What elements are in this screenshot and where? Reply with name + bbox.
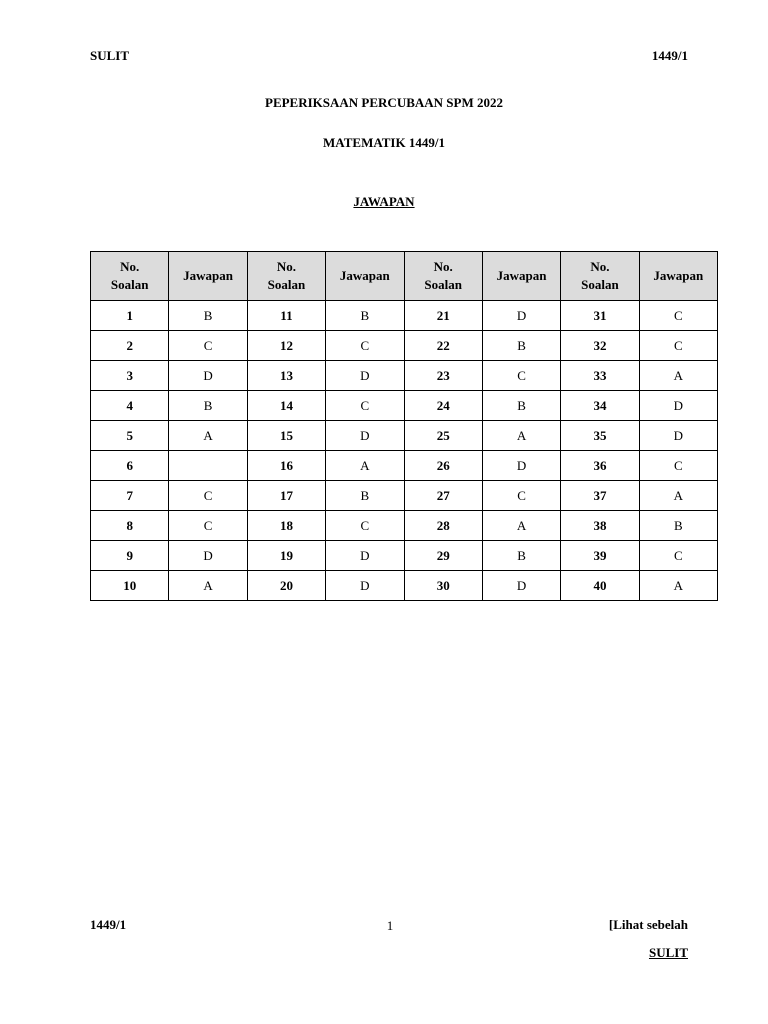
answer-cell: B xyxy=(326,481,404,511)
answer-cell: A xyxy=(639,361,717,391)
question-number-cell: 37 xyxy=(561,481,639,511)
header-soalan-label: Soalan xyxy=(267,277,306,292)
header-soalan-label: Soalan xyxy=(581,277,619,292)
answer-cell: A xyxy=(326,451,404,481)
footer-paper-code: 1449/1 xyxy=(90,917,127,932)
answer-cell: B xyxy=(326,301,404,331)
answer-cell: B xyxy=(482,541,560,571)
header-question-number xyxy=(91,252,169,301)
header-sulit-label: SULIT xyxy=(90,48,130,63)
header-no-label: No. xyxy=(120,259,140,274)
question-number-cell: 19 xyxy=(247,541,325,571)
question-number-cell: 36 xyxy=(561,451,639,481)
header-answer: Jawapan xyxy=(482,252,560,301)
answer-cell: C xyxy=(326,511,404,541)
header-question-number xyxy=(247,252,325,301)
answer-cell: C xyxy=(482,481,560,511)
answer-cell: D xyxy=(169,541,247,571)
answer-cell: A xyxy=(169,571,247,601)
header-no-label: No. xyxy=(590,259,610,274)
question-number-cell: 2 xyxy=(91,331,169,361)
answer-table xyxy=(90,251,718,601)
question-number-cell: 38 xyxy=(561,511,639,541)
answer-cell: D xyxy=(639,421,717,451)
table-row xyxy=(91,481,718,511)
table-row xyxy=(91,361,718,391)
header-no-label: No. xyxy=(276,259,296,274)
table-body xyxy=(91,301,718,601)
answer-cell: C xyxy=(639,451,717,481)
question-number-cell: 10 xyxy=(91,571,169,601)
question-number-cell: 27 xyxy=(404,481,482,511)
section-title: JAWAPAN xyxy=(353,194,415,209)
page-number: 1 xyxy=(386,918,394,933)
table-row xyxy=(91,421,718,451)
subject-title: MATEMATIK 1449/1 xyxy=(323,135,445,150)
answer-cell: D xyxy=(482,451,560,481)
question-number-cell: 28 xyxy=(404,511,482,541)
question-number-cell: 20 xyxy=(247,571,325,601)
answer-cell: D xyxy=(326,361,404,391)
header-answer: Jawapan xyxy=(169,252,247,301)
table-row xyxy=(91,451,718,481)
question-number-cell: 8 xyxy=(91,511,169,541)
question-number-cell: 32 xyxy=(561,331,639,361)
answer-cell: C xyxy=(326,331,404,361)
table-row xyxy=(91,511,718,541)
question-number-cell: 34 xyxy=(561,391,639,421)
question-number-cell: 29 xyxy=(404,541,482,571)
table-row xyxy=(91,301,718,331)
question-number-cell: 12 xyxy=(247,331,325,361)
answer-cell: B xyxy=(482,331,560,361)
answer-cell: D xyxy=(482,571,560,601)
answer-cell: D xyxy=(169,361,247,391)
question-number-cell: 1 xyxy=(91,301,169,331)
header-question-number xyxy=(561,252,639,301)
answer-cell: C xyxy=(326,391,404,421)
answer-cell: B xyxy=(169,301,247,331)
question-number-cell: 31 xyxy=(561,301,639,331)
question-number-cell: 11 xyxy=(247,301,325,331)
question-number-cell: 30 xyxy=(404,571,482,601)
footer-turn-over: [Lihat sebelah xyxy=(608,917,688,932)
answer-cell: D xyxy=(326,541,404,571)
question-number-cell: 14 xyxy=(247,391,325,421)
answer-cell: A xyxy=(482,511,560,541)
header-answer: Jawapan xyxy=(326,252,404,301)
answer-cell: B xyxy=(482,391,560,421)
question-number-cell: 21 xyxy=(404,301,482,331)
question-number-cell: 33 xyxy=(561,361,639,391)
answer-cell: C xyxy=(639,541,717,571)
question-number-cell: 3 xyxy=(91,361,169,391)
question-number-cell: 35 xyxy=(561,421,639,451)
answer-cell: B xyxy=(169,391,247,421)
question-number-cell: 4 xyxy=(91,391,169,421)
question-number-cell: 39 xyxy=(561,541,639,571)
answer-cell xyxy=(169,451,247,481)
question-number-cell: 26 xyxy=(404,451,482,481)
answer-cell: A xyxy=(482,421,560,451)
answer-cell: A xyxy=(639,571,717,601)
exam-title: PEPERIKSAAN PERCUBAAN SPM 2022 xyxy=(265,95,503,110)
footer-sulit-label: SULIT xyxy=(648,945,688,960)
answer-cell: C xyxy=(169,331,247,361)
question-number-cell: 23 xyxy=(404,361,482,391)
question-number-cell: 7 xyxy=(91,481,169,511)
question-number-cell: 9 xyxy=(91,541,169,571)
table-row xyxy=(91,331,718,361)
header-answer: Jawapan xyxy=(639,252,717,301)
answer-cell: C xyxy=(169,481,247,511)
answer-cell: C xyxy=(639,301,717,331)
question-number-cell: 5 xyxy=(91,421,169,451)
table-row xyxy=(91,571,718,601)
question-number-cell: 18 xyxy=(247,511,325,541)
question-number-cell: 16 xyxy=(247,451,325,481)
answer-cell: D xyxy=(326,571,404,601)
header-paper-code: 1449/1 xyxy=(651,48,688,63)
answer-cell: C xyxy=(639,331,717,361)
answer-cell: D xyxy=(482,301,560,331)
answer-cell: D xyxy=(639,391,717,421)
answer-cell: A xyxy=(639,481,717,511)
question-number-cell: 25 xyxy=(404,421,482,451)
table-row xyxy=(91,541,718,571)
table-header-row xyxy=(91,252,718,301)
question-number-cell: 17 xyxy=(247,481,325,511)
answer-cell: A xyxy=(169,421,247,451)
question-number-cell: 13 xyxy=(247,361,325,391)
header-soalan-label: Soalan xyxy=(424,277,462,292)
table-row xyxy=(91,391,718,421)
header-no-label: No. xyxy=(433,259,453,274)
answer-cell: B xyxy=(639,511,717,541)
question-number-cell: 15 xyxy=(247,421,325,451)
question-number-cell: 6 xyxy=(91,451,169,481)
question-number-cell: 24 xyxy=(404,391,482,421)
answer-cell: C xyxy=(169,511,247,541)
answer-cell: C xyxy=(482,361,560,391)
question-number-cell: 22 xyxy=(404,331,482,361)
header-question-number xyxy=(404,252,482,301)
answer-cell: D xyxy=(326,421,404,451)
question-number-cell: 40 xyxy=(561,571,639,601)
header-soalan-label: Soalan xyxy=(110,277,149,292)
